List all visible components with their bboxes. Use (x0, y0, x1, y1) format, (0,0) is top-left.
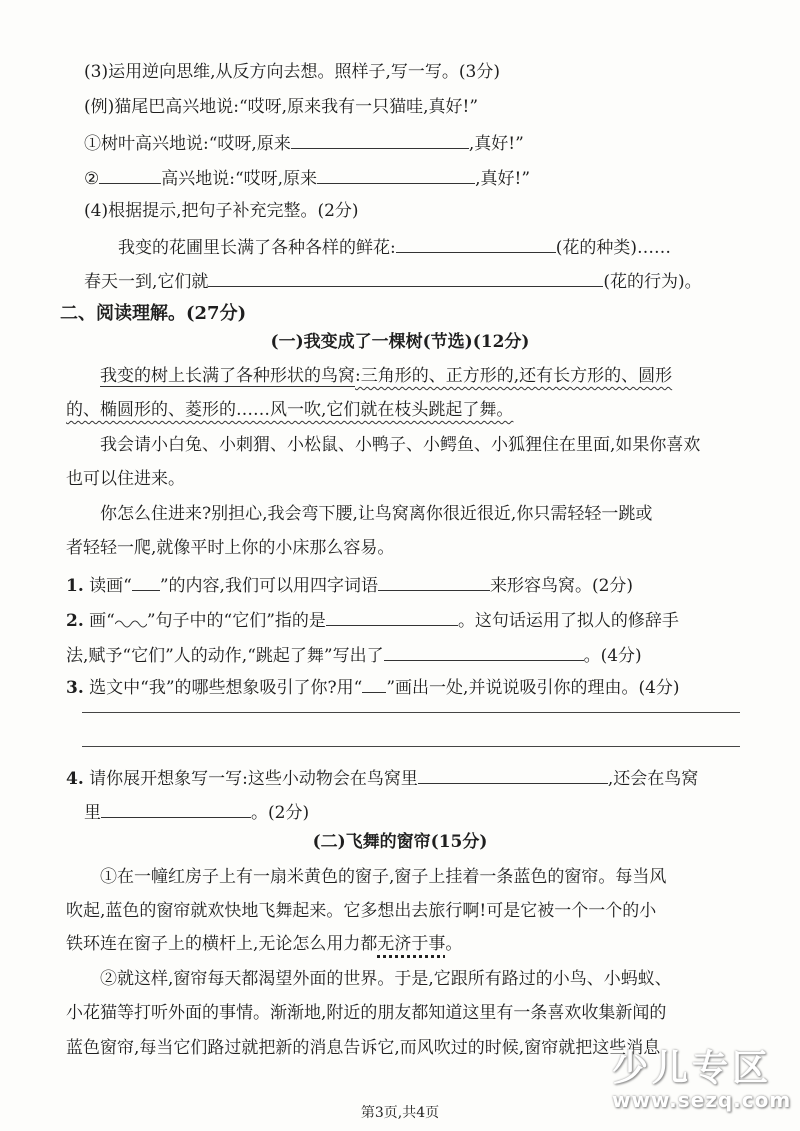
passage-2-para-1-line-1: ①在一幢红房子上有一扇米黄色的窗子,窗子上挂着一条蓝色的窗帘。每当风 (100, 867, 667, 887)
question-text: 。(4分) (583, 646, 642, 666)
q4-line-1-prefix: 我变的花圃里长满了各种各样的鲜花: (118, 238, 396, 258)
q3-example: (例)猫尾巴高兴地说:“哎呀,原来我有一只猫哇,真好!” (84, 97, 479, 117)
q3-title: (3)运用逆向思维,从反方向去想。照样子,写一写。(3分) (84, 62, 500, 82)
straight-underlined-text: 我变的树上长满了各种形状的鸟窝 (100, 366, 355, 386)
answer-blank[interactable] (326, 607, 458, 626)
straight-line-symbol (362, 682, 386, 693)
passage-2-para-2-line-1: ②就这样,窗帘每天都渴望外面的世界。于是,它跟所有路过的小鸟、小蚂蚁、 (100, 969, 672, 989)
q4-line-2-prefix: 春天一到,它们就 (84, 272, 209, 292)
passage-1-para-1-line-2 (66, 398, 513, 422)
question-3 (66, 676, 680, 700)
q4-line-2 (84, 268, 702, 294)
q3-item-1-prefix: ①树叶高兴地说:“哎呀,原来 (84, 134, 291, 154)
question-text: 选文中“我”的哪些想象吸引了你?用“ (89, 678, 363, 698)
question-number: 3. (66, 678, 84, 698)
question-text: 法,赋予“它们”人的动作,“跳起了舞”写出了 (66, 646, 384, 666)
passage-2-title: (二)飞舞的窗帘(15分) (312, 832, 488, 852)
question-text: 里 (84, 803, 101, 823)
answer-line[interactable] (82, 712, 740, 713)
answer-blank[interactable] (378, 572, 490, 591)
q3-item-2-prefix: ② (84, 169, 100, 189)
question-text: ”画出一处,并说说吸引你的理由。(4分) (386, 678, 680, 698)
question-number: 4. (66, 769, 84, 789)
passage-2-para-1-line-2: 吹起,蓝色的窗帘就欢快地飞舞起来。它多想出去旅行啊!可是它被一个一个的小 (66, 901, 657, 921)
passage-2-para-2-line-2: 小花猫等打听外面的事情。渐渐地,附近的朋友都知道这里有一条喜欢收集新闻的 (66, 1003, 667, 1023)
answer-blank[interactable] (418, 765, 608, 784)
question-number: 1. (66, 576, 84, 596)
question-text: ”句子中的“它们”指的是 (146, 611, 326, 631)
passage-1-para-2-line-1: 我会请小白兔、小刺猬、小松鼠、小鸭子、小鳄鱼、小狐狸住在里面,如果你喜欢 (100, 435, 701, 455)
q4-line-2-suffix: (花的行为)。 (603, 272, 702, 292)
q3-item-1 (84, 130, 524, 156)
wavy-line-symbol (115, 612, 147, 626)
watermark-brand: 少儿专区 (612, 1048, 773, 1089)
question-text: ”的内容,我们可以用四字词语 (159, 576, 378, 596)
straight-line-symbol (132, 580, 160, 591)
answer-line[interactable] (82, 746, 740, 747)
question-text: 画“ (89, 611, 115, 631)
passage-text: 铁环连在窗子上的横杆上,无论怎么用力都 (66, 934, 378, 954)
passage-1-para-1-line-1 (100, 364, 672, 388)
q3-item-1-suffix: ,真好!” (468, 134, 524, 154)
watermark-url: www.sezq.com (612, 1088, 792, 1112)
q4-line-1-suffix: (花的种类)…… (555, 238, 671, 258)
q4-line-1 (118, 234, 671, 260)
question-text: 。这句话运用了拟人的修辞手 (457, 611, 679, 631)
dotted-emphasis-text: 无济于事 (377, 934, 446, 954)
answer-blank[interactable] (291, 130, 469, 149)
q3-item-2-mid: 高兴地说:“哎呀,原来 (161, 169, 318, 189)
passage-1-para-3-line-1: 你怎么住进来?别担心,我会弯下腰,让鸟窝离你很近很近,你只需轻轻一跳或 (100, 504, 653, 524)
passage-1-title: (一)我变成了一棵树(节选)(12分) (270, 332, 530, 352)
question-number: 2. (66, 611, 84, 631)
wavy-underlined-text: :三角形的、正方形的,还有长方形的、圆形 (355, 366, 673, 386)
passage-1-para-3-line-2: 者轻轻一爬,就像平时上你的小床那么容易。 (66, 538, 395, 558)
question-2 (66, 607, 679, 633)
question-text: 。(2分) (251, 803, 310, 823)
answer-blank[interactable] (99, 165, 161, 184)
question-text: ,还会在鸟窝 (607, 769, 699, 789)
answer-blank[interactable] (208, 268, 603, 287)
question-4 (66, 765, 698, 791)
section-2-heading: 二、阅读理解。(27分) (60, 303, 247, 324)
page-number: 第3页,共4页 (360, 1105, 440, 1121)
passage-text: 。 (445, 934, 463, 954)
question-1 (66, 572, 633, 598)
answer-blank[interactable] (384, 642, 584, 661)
passage-1-para-2-line-2: 也可以住进来。 (66, 469, 185, 489)
answer-blank[interactable] (101, 799, 251, 818)
question-text: 读画“ (89, 576, 132, 596)
question-text: 来形容鸟窝。(2分) (489, 576, 634, 596)
question-2-continued (66, 642, 642, 668)
q3-item-2 (84, 165, 530, 191)
question-4-continued (84, 799, 309, 825)
passage-2-para-1-line-3 (66, 932, 462, 956)
answer-blank[interactable] (317, 165, 475, 184)
q3-item-2-suffix: ,真好!” (475, 169, 531, 189)
wavy-underlined-text: 的、椭圆形的、菱形的……风一吹,它们就在枝头跳起了舞。 (66, 400, 514, 420)
q4-title: (4)根据提示,把句子补充完整。(2分) (84, 201, 359, 221)
passage-2-para-2-line-3: 蓝色窗帘,每当它们路过就把新的消息告诉它,而风吹过的时候,窗帘就把这些消息 (66, 1038, 661, 1058)
question-text: 请你展开想象写一写:这些小动物会在鸟窝里 (89, 769, 418, 789)
answer-blank[interactable] (396, 234, 556, 253)
